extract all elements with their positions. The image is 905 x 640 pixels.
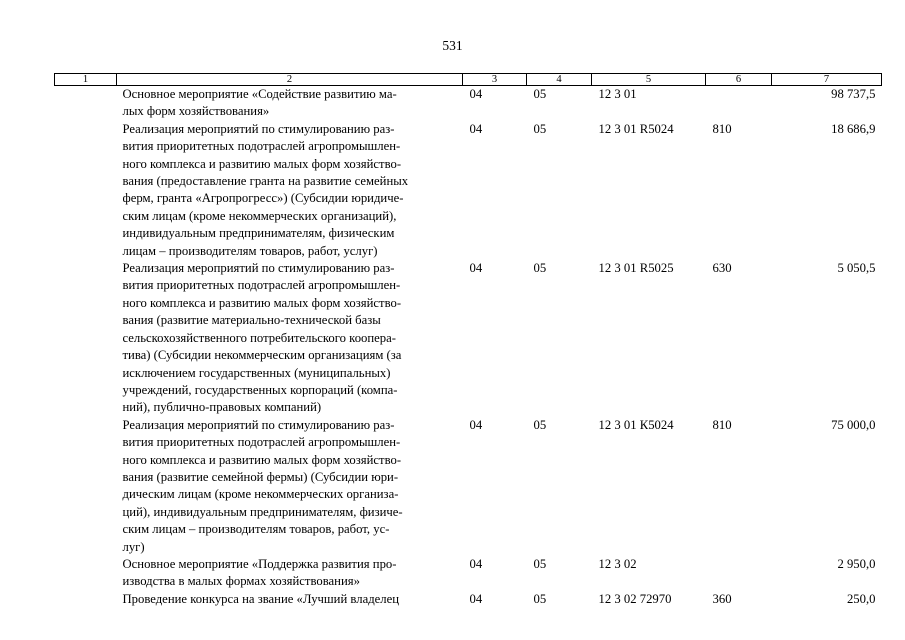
- row-name-line: ний), публично-правовых компаний): [122, 400, 322, 415]
- row-empty-cell: [55, 591, 117, 608]
- row-name-line: исключением государственных (муниципальных): [122, 365, 391, 380]
- row-amount: 2 950,0: [837, 556, 876, 571]
- table-row: [55, 121, 882, 260]
- header-col-1: 1: [55, 74, 117, 86]
- row-name-line: ного комплекса и развитию малых форм хозяйство-: [122, 295, 402, 310]
- row-name-line: вития приоритетных подотраслей агропромышлен-: [122, 435, 401, 450]
- row-amount: 98 737,5: [831, 87, 876, 101]
- row-name-line: вания (развитие материально-технической базы: [122, 313, 381, 328]
- row-amount: 5 050,5: [837, 261, 876, 276]
- row-name-line: лых форм хозяйствования»: [122, 104, 270, 119]
- row-name-line: Реализация мероприятий по стимулированию раз-: [122, 417, 395, 432]
- header-col-5: 5: [592, 74, 706, 86]
- row-name: [117, 121, 463, 260]
- row-empty-cell: [55, 417, 117, 556]
- row-name-line: ферм, гранта «Агропрогресс») (Субсидии юридиче-: [122, 191, 404, 206]
- row-name-line: вания (предоставление гранта на развитие семейных: [122, 174, 409, 189]
- row-subsection: 05: [533, 87, 547, 101]
- row-subsection: 05: [533, 121, 547, 136]
- row-section: 04: [469, 121, 483, 136]
- row-name-line: Основное мероприятие «Содействие развитию ма-: [122, 87, 397, 101]
- row-section: 04: [469, 556, 483, 571]
- row-name-line: учреждений, государственных корпораций (компа-: [122, 382, 398, 397]
- table-row: [55, 86, 882, 121]
- row-empty-cell: [55, 260, 117, 417]
- row-empty-cell: [55, 86, 117, 121]
- header-col-2: 2: [117, 74, 463, 86]
- header-col-4: 4: [527, 74, 592, 86]
- row-section: 04: [469, 417, 483, 432]
- table-header: [55, 74, 882, 86]
- row-name-line: ного комплекса и развитию малых форм хозяйство-: [122, 452, 402, 467]
- row-section: 04: [469, 591, 483, 606]
- table-row: [55, 260, 882, 417]
- header-row: [55, 74, 882, 86]
- row-expense-type: [706, 86, 772, 121]
- header-col-7: 7: [772, 74, 882, 86]
- row-name-line: Реализация мероприятий по стимулированию раз-: [122, 261, 395, 276]
- row-name-line: ций), индивидуальным предпринимателям, физиче-: [122, 504, 403, 519]
- row-target-article: 12 3 01 R5025: [598, 261, 674, 276]
- row-subsection: 05: [533, 591, 547, 606]
- row-name-line: Основное мероприятие «Поддержка развития про-: [122, 556, 397, 571]
- row-name-line: Проведение конкурса на звание «Лучший владелец: [122, 591, 400, 606]
- table-row: [55, 591, 882, 608]
- row-target-article: 12 3 01 К5024: [598, 417, 674, 432]
- row-expense-type: 810: [712, 417, 732, 432]
- header-col-3: 3: [463, 74, 527, 86]
- row-name: [117, 591, 463, 608]
- row-target-article: 12 3 02: [598, 556, 637, 571]
- row-target-article: 12 3 02 72970: [598, 591, 672, 606]
- row-name: [117, 260, 463, 417]
- header-col-6: 6: [706, 74, 772, 86]
- row-name-line: ским лицам – производителям товаров, работ, ус-: [122, 522, 390, 537]
- row-name-line: изводства в малых формах хозяйствования»: [122, 574, 360, 589]
- row-name-line: вития приоритетных подотраслей агропромышлен-: [122, 278, 401, 293]
- row-expense-type: 810: [712, 121, 732, 136]
- row-subsection: 05: [533, 261, 547, 276]
- row-name: [117, 556, 463, 591]
- table-row: [55, 556, 882, 591]
- row-expense-type: 360: [712, 591, 732, 606]
- row-expense-type: [706, 556, 772, 591]
- table-body: [55, 86, 882, 609]
- row-amount: 75 000,0: [831, 417, 876, 432]
- row-subsection: 05: [533, 417, 547, 432]
- row-subsection: 05: [533, 556, 547, 571]
- row-section: 04: [469, 87, 483, 101]
- table-row: [55, 417, 882, 556]
- row-name-line: вития приоритетных подотраслей агропромышлен-: [122, 139, 401, 154]
- row-target-article: 12 3 01 R5024: [598, 121, 674, 136]
- row-section: 04: [469, 261, 483, 276]
- row-name-line: луг): [122, 539, 145, 554]
- budget-table: [54, 73, 882, 608]
- row-name-line: индивидуальным предпринимателям, физическим: [122, 226, 395, 241]
- row-amount: 18 686,9: [831, 121, 876, 136]
- page-number: 531: [442, 38, 463, 53]
- row-empty-cell: [55, 121, 117, 260]
- row-name: [117, 86, 463, 121]
- row-empty-cell: [55, 556, 117, 591]
- row-name-line: сельскохозяйственного потребительского коопера-: [122, 330, 397, 345]
- row-name-line: ного комплекса и развитию малых форм хозяйство-: [122, 156, 402, 171]
- row-expense-type: 630: [712, 261, 732, 276]
- row-name-line: Реализация мероприятий по стимулированию раз-: [122, 121, 395, 136]
- row-target-article: 12 3 01: [598, 87, 637, 101]
- row-name-line: ским лицам (кроме некоммерческих организаций),: [122, 208, 397, 223]
- row-name-line: тива) (Субсидии некоммерческим организациям (за: [122, 348, 402, 363]
- row-name-line: лицам – производителям товаров, работ, услуг): [122, 243, 378, 258]
- row-name: [117, 417, 463, 556]
- row-amount: 250,0: [846, 591, 876, 606]
- row-name-line: вания (развитие семейной фермы) (Субсидии юри-: [122, 469, 399, 484]
- row-name-line: дическим лицам (кроме некоммерческих организа-: [122, 487, 399, 502]
